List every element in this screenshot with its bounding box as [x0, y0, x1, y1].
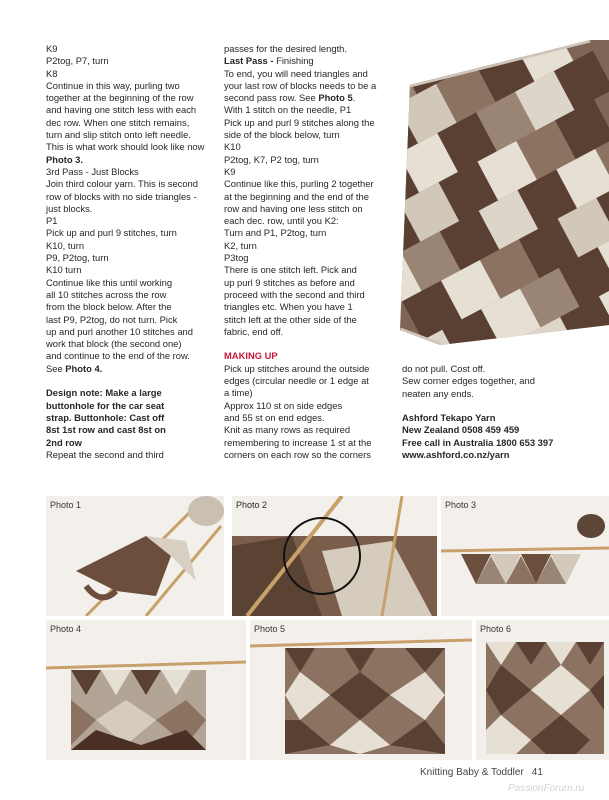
- text-line: K10 turn: [46, 264, 82, 276]
- text-line: passes for the desired length.: [224, 43, 347, 54]
- text-line: [46, 363, 218, 375]
- photo-5-label: Photo 5: [254, 624, 286, 634]
- text-line: proceed with the second and third: [224, 288, 365, 300]
- last-pass-heading: [224, 55, 400, 67]
- text-line: and continue to the end of the row.: [46, 350, 190, 362]
- photo-3-image: [441, 496, 609, 616]
- photo-5-suffix: .: [352, 92, 356, 104]
- text-line: P1: [46, 215, 58, 227]
- text-line: at the beginning and the end of the: [224, 190, 369, 202]
- text-line: corners on each row so the corners: [224, 448, 371, 460]
- text-line: and having one stitch less with each: [46, 104, 197, 116]
- text-line: up purl 9 stitches as before and: [224, 276, 355, 288]
- text-line: turn and slip stitch onto left needle.: [46, 129, 191, 141]
- supplier-line: New Zealand 0508 459 459: [402, 424, 520, 436]
- text-line: Continue like this until working: [46, 276, 173, 288]
- supplier-line: Free call in Australia 1800 653 397: [402, 436, 554, 448]
- text-line: Pick up stitches around the outside: [224, 362, 370, 374]
- photo-2-label: Photo 2: [236, 500, 268, 510]
- text-line: K9: [224, 165, 236, 177]
- text-line: last P9, P2tog, do not turn. Pick: [46, 313, 178, 325]
- text-line: K8: [46, 67, 58, 79]
- text-line: Continue in this way, purling two: [46, 79, 180, 91]
- text-line: Join third colour yarn. This is second: [46, 178, 198, 190]
- photo-2-image: [232, 496, 437, 616]
- text-line: just blocks.: [46, 202, 93, 214]
- text-line: To end, you will need triangles and: [224, 67, 368, 79]
- text-line: P9, P2tog, turn: [46, 252, 109, 264]
- text-column-2: [224, 43, 400, 461]
- design-note-line: 8st 1st row and cast 8st on: [46, 424, 166, 436]
- text-line: K2, turn: [224, 239, 257, 251]
- text-line: and 55 st on end edges.: [224, 411, 325, 423]
- photo-1: [46, 496, 224, 616]
- last-pass-rest: Finishing: [276, 55, 314, 67]
- text-line: Turn and P1, P2tog, turn: [224, 227, 327, 239]
- text-line: K10, turn: [46, 239, 85, 251]
- photo-6-label: Photo 6: [480, 624, 512, 634]
- photo-5-reference: Photo 5: [318, 92, 353, 104]
- text-line: Approx 110 st on side edges: [224, 399, 343, 411]
- photo-4-reference: Photo 4.: [65, 362, 103, 374]
- text-line: P2tog, P7, turn: [46, 55, 109, 67]
- photo-5-prefix: second pass row. See: [224, 92, 319, 104]
- text-line: There is one stitch left. Pick and: [224, 264, 357, 276]
- text-line: P3tog: [224, 252, 249, 264]
- text-line: from the block below. After the: [46, 301, 172, 313]
- design-note-line: buttonhole for the car seat: [46, 399, 165, 411]
- text-line: Continue like this, purling 2 together: [224, 178, 374, 190]
- text-line: K10: [224, 141, 241, 153]
- last-pass-bold: Last Pass -: [224, 55, 277, 67]
- photo-5: [250, 620, 472, 760]
- text-line: side of the block below, turn: [224, 129, 340, 141]
- text-line: all 10 stitches across the row: [46, 288, 167, 300]
- text-line: stitch left at the other side of the: [224, 313, 357, 325]
- text-line: Pick up and purl 9 stitches along the: [224, 116, 375, 128]
- photo-6-image: [476, 620, 609, 760]
- photo-3: [441, 496, 609, 616]
- text-line: up and purl another 10 stitches and: [46, 325, 193, 337]
- photo-4-label: Photo 4: [50, 624, 82, 634]
- photo-4-image: [46, 620, 246, 760]
- page-number: 41: [531, 767, 543, 778]
- text-line: remembering to increase 1 st at the: [224, 436, 372, 448]
- publication-title: Knitting Baby & Toddler: [420, 767, 524, 778]
- photo-3-label: Photo 3: [445, 500, 477, 510]
- text-line: Repeat the second and third: [46, 448, 164, 460]
- photo-1-label: Photo 1: [50, 500, 82, 510]
- text-line: P2tog, K7, P2 tog, turn: [224, 153, 319, 165]
- text-line: edges (circular needle or 1 edge at: [224, 375, 369, 387]
- text-line: Sew corner edges together, and: [402, 375, 535, 387]
- text-line: [224, 92, 400, 104]
- text-line: neaten any ends.: [402, 387, 474, 399]
- watermark: PassionForum.ru: [508, 783, 585, 794]
- photo-3-reference: Photo 3.: [46, 153, 83, 165]
- text-line: K9: [46, 43, 58, 54]
- text-line: With 1 stitch on the needle, P1: [224, 104, 352, 116]
- design-note-line: strap. Buttonhole: Cast off: [46, 411, 165, 423]
- text-line: fabric, end off.: [224, 325, 284, 337]
- text-line: your last row of blocks needs to be a: [224, 79, 377, 91]
- text-line: Knit as many rows as required: [224, 424, 351, 436]
- text-line: Pick up and purl 9 stitches, turn: [46, 227, 177, 239]
- blanket-image: [400, 40, 609, 345]
- supplier-line: Ashford Tekapo Yarn: [402, 412, 496, 424]
- see-prefix: See: [46, 362, 66, 374]
- text-line: This is what work should look like now: [46, 141, 205, 153]
- text-line: together at the beginning of the row: [46, 92, 194, 104]
- text-line: each dec. row, until you K2:: [224, 215, 339, 227]
- text-line: triangles etc. When you have 1: [224, 301, 353, 313]
- supplier-link[interactable]: www.ashford.co.nz/yarn: [402, 449, 510, 461]
- text-line: dec row. When one stitch remains,: [46, 116, 190, 128]
- text-line: row and having one less stitch on: [224, 202, 363, 214]
- text-line: work that block (the second one): [46, 338, 182, 350]
- design-note-line: Design note: Make a large: [46, 387, 162, 399]
- photo-4: [46, 620, 246, 760]
- text-column-3: [402, 363, 607, 461]
- page-footer: [420, 767, 543, 778]
- photo-2: [232, 496, 437, 616]
- photo-5-image: [250, 620, 472, 760]
- photo-6: [476, 620, 609, 760]
- text-column-1: [46, 43, 218, 461]
- making-up-heading: MAKING UP: [224, 350, 278, 362]
- text-line: row of blocks with no side triangles -: [46, 190, 197, 202]
- design-note-line: 2nd row: [46, 436, 82, 448]
- text-line: do not pull. Cost off.: [402, 363, 486, 374]
- text-line: 3rd Pass - Just Blocks: [46, 165, 139, 177]
- blanket-photo: [400, 40, 609, 345]
- photo-1-image: [46, 496, 224, 616]
- text-line: a time): [224, 387, 253, 399]
